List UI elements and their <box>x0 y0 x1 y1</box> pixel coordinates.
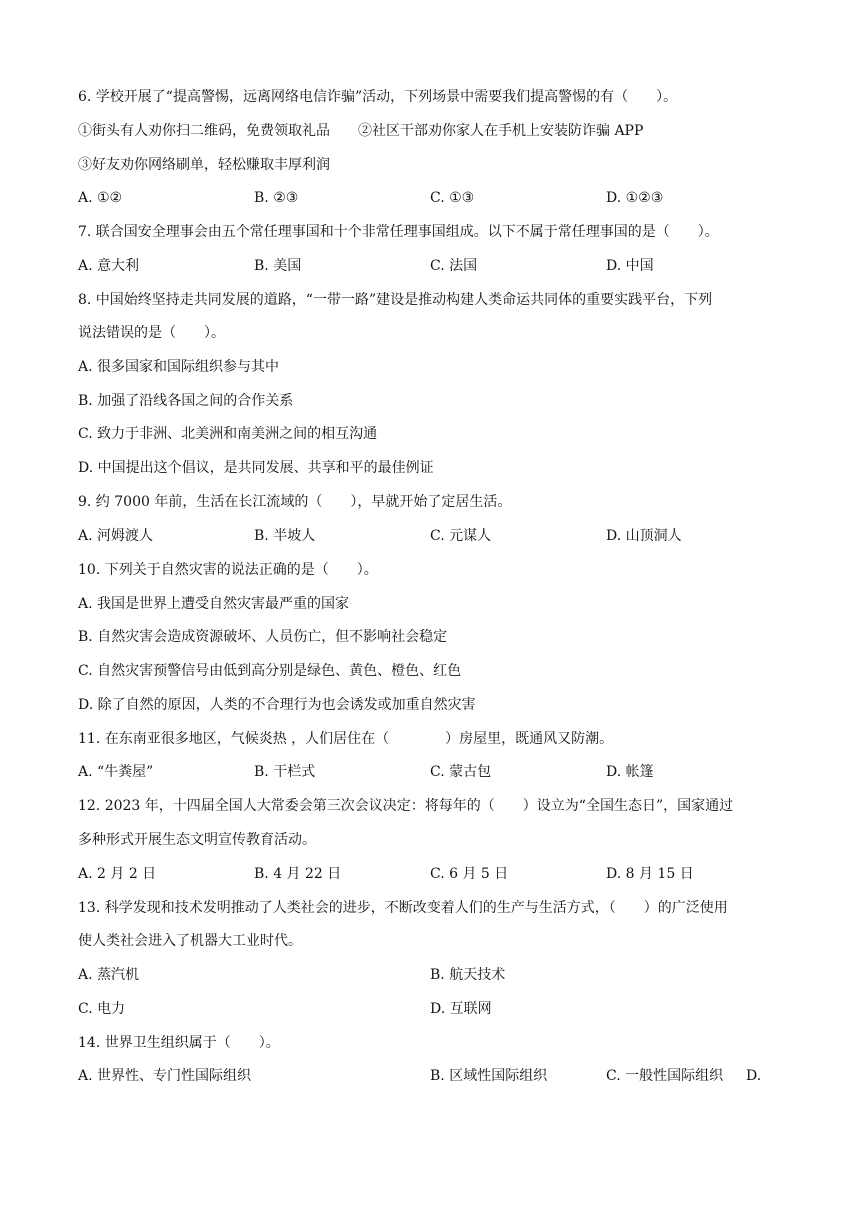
question-6-option-a: A. ①② <box>78 190 123 206</box>
question-9-option-d: D. 山顶洞人 <box>606 528 682 544</box>
question-9-option-b: B. 半坡人 <box>254 528 316 544</box>
question-6-option-d: D. ①②③ <box>606 190 664 206</box>
question-7-option-d: D. 中国 <box>606 258 654 274</box>
question-10-option-b: B. 自然灾害会造成资源破坏、人员伤亡，但不影响社会稳定 <box>78 629 448 645</box>
question-13-option-c: C. 电力 <box>78 1001 126 1017</box>
question-10-option-a: A. 我国是世界上遭受自然灾害最严重的国家 <box>78 596 350 612</box>
question-11-option-b: B. 干栏式 <box>254 764 316 780</box>
question-12-option-d: D. 8 月 15 日 <box>606 866 694 882</box>
question-7-option-c: C. 法国 <box>430 258 478 274</box>
question-13-option-a: A. 蒸汽机 <box>78 967 140 983</box>
question-12-option-c: C. 6 月 5 日 <box>430 866 509 882</box>
question-12-stem-line-2: 多种形式开展生态文明宣传教育活动。 <box>78 832 316 848</box>
question-6-option-b: B. ②③ <box>254 190 299 206</box>
question-8-option-c: C. 致力于非洲、北美洲和南美洲之间的相互沟通 <box>78 426 378 442</box>
question-14-option-b: B. 区域性国际组织 <box>430 1068 548 1084</box>
question-12-option-b: B. 4 月 22 日 <box>254 866 342 882</box>
question-14-stem: 14. 世界卫生组织属于（ ）。 <box>78 1035 280 1051</box>
question-8-option-a: A. 很多国家和国际组织参与其中 <box>78 359 280 375</box>
question-6-statement-1: ①街头有人劝你扫二维码，免费领取礼品 ②社区干部劝你家人在手机上安装防诈骗 APP <box>78 123 644 139</box>
question-14-option-c: C. 一般性国际组织 <box>606 1068 724 1084</box>
question-7-option-b: B. 美国 <box>254 258 302 274</box>
question-6-statement-2: ③好友劝你网络刷单，轻松赚取丰厚利润 <box>78 157 330 173</box>
question-13-option-b: B. 航天技术 <box>430 967 506 983</box>
question-8-stem-line-1: 8. 中国始终坚持走共同发展的道路，“一带一路”建设是推动构建人类命运共同体的重要实践平台，下列 <box>78 292 713 308</box>
question-7-option-a: A. 意大利 <box>78 258 140 274</box>
question-6-option-c: C. ①③ <box>430 190 475 206</box>
question-9-option-c: C. 元谋人 <box>430 528 492 544</box>
question-11-option-c: C. 蒙古包 <box>430 764 492 780</box>
question-10-option-c: C. 自然灾害预警信号由低到高分别是绿色、黄色、橙色、红色 <box>78 663 462 679</box>
question-9-option-a: A. 河姆渡人 <box>78 528 154 544</box>
question-13-option-d: D. 互联网 <box>430 1001 492 1017</box>
question-12-option-a: A. 2 月 2 日 <box>78 866 157 882</box>
question-8-option-d: D. 中国提出这个倡议，是共同发展、共享和平的最佳例证 <box>78 460 434 476</box>
question-9-stem: 9. 约 7000 年前，生活在长江流域的（ ），早就开始了定居生活。 <box>78 494 512 510</box>
question-10-option-d: D. 除了自然的原因，人类的不合理行为也会诱发或加重自然灾害 <box>78 697 476 713</box>
question-11-option-d: D. 帐篷 <box>606 764 654 780</box>
question-10-stem: 10. 下列关于自然灾害的说法正确的是（ ）。 <box>78 562 378 578</box>
question-14-option-a: A. 世界性、专门性国际组织 <box>78 1068 252 1084</box>
question-11-option-a: A. “牛粪屋” <box>78 764 154 780</box>
question-6-stem: 6. 学校开展了“提高警惕，远离网络电信诈骗”活动，下列场景中需要我们提高警惕的有（ ）。 <box>78 89 678 105</box>
question-13-stem-line-2: 使人类社会进入了机器大工业时代。 <box>78 933 302 949</box>
question-11-stem: 11. 在东南亚很多地区，气候炎热 ，人们居住在（ ）房屋里，既通风又防潮。 <box>78 731 614 747</box>
question-8-stem-line-2: 说法错误的是（ ）。 <box>78 325 225 341</box>
question-12-stem-line-1: 12. 2023 年，十四届全国人大常委会第三次会议决定：将每年的（ ）设立为“全国生态日”，国家通过 <box>78 798 734 814</box>
question-8-option-b: B. 加强了沿线各国之间的合作关系 <box>78 393 294 409</box>
question-7-stem: 7. 联合国安全理事会由五个常任理事国和十个非常任理事国组成。以下不属于常任理事国的是（ ）。 <box>78 224 719 240</box>
question-13-stem-line-1: 13. 科学发现和技术发明推动了人类社会的进步，不断改变着人们的生产与生活方式，（ ）的广泛使用 <box>78 900 728 916</box>
question-14-option-d: D. <box>746 1068 762 1084</box>
